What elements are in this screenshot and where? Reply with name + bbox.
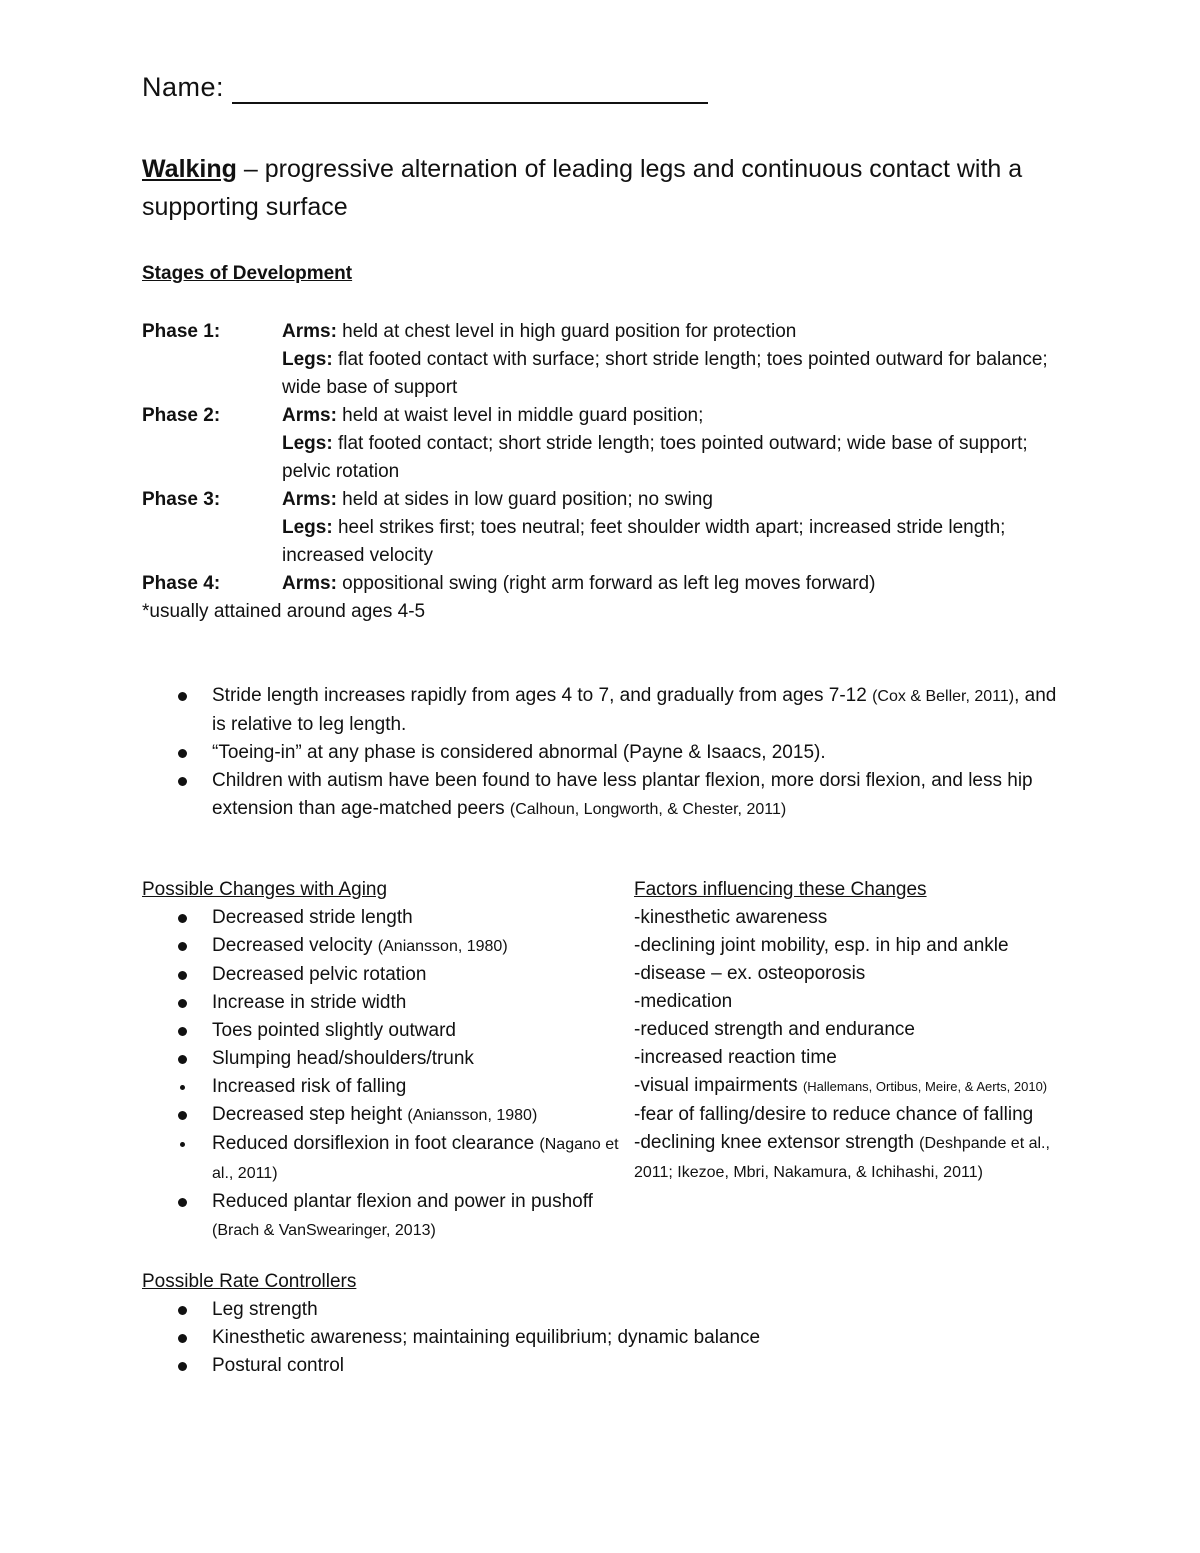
page-title: [142, 150, 1072, 226]
legs-text: flat footed contact; short stride length; toes pointed outward; wide base of support; pelvic rotation: [282, 433, 1028, 482]
bullet-icon: [180, 1085, 185, 1090]
list-item: [634, 904, 1074, 932]
phase-label: Phase 2:: [142, 405, 221, 426]
list-item: [142, 904, 622, 932]
factor-text: -declining joint mobility, esp. in hip and ankle: [634, 935, 1009, 956]
bullet-icon: [178, 777, 187, 786]
factor-text: -medication: [634, 991, 733, 1012]
factor-text: -visual impairments: [634, 1075, 803, 1096]
list-item: [142, 961, 622, 989]
phase-label: Phase 4:: [142, 573, 221, 594]
list-item: [142, 1045, 622, 1073]
factors-section: [634, 876, 1074, 1187]
aging-item-citation: (Nagano et al., 2011): [212, 1136, 619, 1182]
list-item: [142, 767, 1062, 824]
list-item: [634, 1072, 1074, 1101]
arms-label: Arms:: [282, 405, 337, 426]
aging-item-citation: (Brach & VanSwearinger, 2013): [212, 1222, 436, 1239]
rate-controllers-section: [142, 1268, 1062, 1380]
title-term: Walking: [142, 155, 237, 183]
phase-row: [142, 486, 1062, 570]
phase-footnote: *usually attained around ages 4-5: [142, 601, 426, 622]
phase-row: [142, 318, 1062, 402]
list-item: [142, 682, 1062, 739]
title-definition: – progressive alternation of leading legs and continuous contact with a supporting surface: [142, 155, 1023, 221]
bullet-icon: [178, 692, 187, 701]
bullet-icon: [178, 1334, 187, 1343]
bullet-icon: [178, 1027, 187, 1036]
factor-text: -declining knee extensor strength: [634, 1132, 920, 1153]
arms-label: Arms:: [282, 489, 337, 510]
list-item: [142, 1352, 1062, 1380]
aging-item-text: Reduced plantar flexion and power in pushoff: [212, 1191, 593, 1212]
aging-item-text: Decreased stride length: [212, 907, 413, 928]
list-item: [142, 1073, 622, 1101]
legs-label: Legs:: [282, 517, 333, 538]
note-tail: .: [820, 742, 826, 763]
list-item: [634, 932, 1074, 960]
bullet-icon: [178, 749, 187, 758]
aging-list: [142, 904, 622, 1245]
factor-text: -reduced strength and endurance: [634, 1019, 915, 1040]
list-item: [634, 988, 1074, 1016]
note-text: Stride length increases rapidly from ages 4 to 7, and gradually from ages 7-12: [212, 685, 873, 706]
aging-item-text: Toes pointed slightly outward: [212, 1020, 456, 1041]
phase-label: Phase 3:: [142, 489, 221, 510]
list-item: [142, 739, 1062, 767]
list-item: [634, 960, 1074, 988]
list-item: [142, 1188, 622, 1245]
legs-text: heel strikes first; toes neutral; feet shoulder width apart; increased stride length; increased velocity: [282, 517, 1006, 566]
bullet-icon: [178, 1111, 187, 1120]
factor-text: -disease – ex. osteoporosis: [634, 963, 866, 984]
aging-item-text: Increased risk of falling: [212, 1076, 407, 1097]
rate-item-text: Leg strength: [212, 1299, 318, 1320]
bullet-icon: [178, 1362, 187, 1371]
rate-item-text: Kinesthetic awareness; maintaining equilibrium; dynamic balance: [212, 1327, 761, 1348]
factor-text: -fear of falling/desire to reduce chance of falling: [634, 1104, 1034, 1125]
list-item: [142, 1296, 1062, 1324]
list-item: [142, 1017, 622, 1045]
phase-label: Phase 1:: [142, 321, 221, 342]
name-label: Name:: [142, 72, 225, 102]
bullet-icon: [178, 1198, 187, 1207]
bullet-icon: [178, 914, 187, 923]
aging-item-text: Increase in stride width: [212, 992, 407, 1013]
aging-item-citation: (Aniansson, 1980): [377, 938, 508, 955]
note-citation: (Payne & Isaacs, 2015): [622, 742, 821, 763]
bullet-icon: [178, 971, 187, 980]
arms-text: held at chest level in high guard position for protection: [336, 321, 797, 342]
note-text: Children with autism have been found to have less plantar flexion, more dorsi flexion, and less hip extension than age-matched peers: [212, 770, 1033, 819]
arms-label: Arms:: [282, 573, 337, 594]
arms-text: held at sides in low guard position; no swing: [336, 489, 713, 510]
aging-section: [142, 876, 622, 1245]
aging-item-citation: (Aniansson, 1980): [407, 1107, 538, 1124]
legs-label: Legs:: [282, 349, 333, 370]
aging-item-text: Reduced dorsiflexion in foot clearance: [212, 1133, 540, 1154]
factor-text: -increased reaction time: [634, 1047, 837, 1068]
arms-text: oppositional swing (right arm forward as left leg moves forward): [336, 573, 876, 594]
rate-item-text: Postural control: [212, 1355, 345, 1376]
rate-list: [142, 1296, 1062, 1380]
factor-text: -kinesthetic awareness: [634, 907, 828, 928]
name-blank-line: [232, 102, 708, 104]
list-item: [634, 1044, 1074, 1072]
note-text: “Toeing-in” at any phase is considered abnormal: [212, 742, 623, 763]
phases-section: [142, 318, 1062, 626]
bullet-icon: [180, 1142, 185, 1147]
notes-list: [142, 682, 1062, 824]
note-tail: , and is relative to leg length.: [212, 685, 1057, 735]
legs-label: Legs:: [282, 433, 333, 454]
list-item: [142, 932, 622, 961]
bullet-icon: [178, 1055, 187, 1064]
aging-heading: Possible Changes with Aging: [142, 879, 388, 900]
factor-citation: (Deshpande et al., 2011; Ikezoe, Mbri, Nakamura, & Ichihashi, 2011): [634, 1135, 1050, 1181]
note-citation: (Calhoun, Longworth, & Chester, 2011): [509, 801, 787, 818]
bullet-icon: [178, 999, 187, 1008]
factor-citation: (Hallemans, Ortibus, Meire, & Aerts, 2010): [802, 1079, 1048, 1094]
list-item: [142, 1130, 622, 1188]
legs-text: flat footed contact with surface; short stride length; toes pointed outward for balance; wide base of support: [282, 349, 1048, 398]
rate-heading: Possible Rate Controllers: [142, 1271, 357, 1292]
aging-item-text: Decreased velocity: [212, 935, 378, 956]
name-field-row: [142, 72, 708, 104]
arms-text: held at waist level in middle guard position;: [336, 405, 704, 426]
note-citation: (Cox & Beller, 2011): [872, 688, 1015, 705]
list-item: [634, 1101, 1074, 1129]
phase-row: [142, 570, 1062, 598]
bullet-icon: [178, 1306, 187, 1315]
phase-row: [142, 402, 1062, 486]
list-item: [634, 1016, 1074, 1044]
list-item: [634, 1129, 1074, 1187]
factors-heading: Factors influencing these Changes: [634, 879, 927, 900]
aging-item-text: Decreased step height: [212, 1104, 408, 1125]
aging-item-text: Slumping head/shoulders/trunk: [212, 1048, 474, 1069]
bullet-icon: [178, 942, 187, 951]
arms-label: Arms:: [282, 321, 337, 342]
list-item: [142, 1101, 622, 1130]
factors-list: [634, 904, 1074, 1187]
list-item: [142, 1324, 1062, 1352]
stages-heading: Stages of Development: [142, 263, 353, 284]
list-item: [142, 989, 622, 1017]
aging-item-text: Decreased pelvic rotation: [212, 964, 427, 985]
